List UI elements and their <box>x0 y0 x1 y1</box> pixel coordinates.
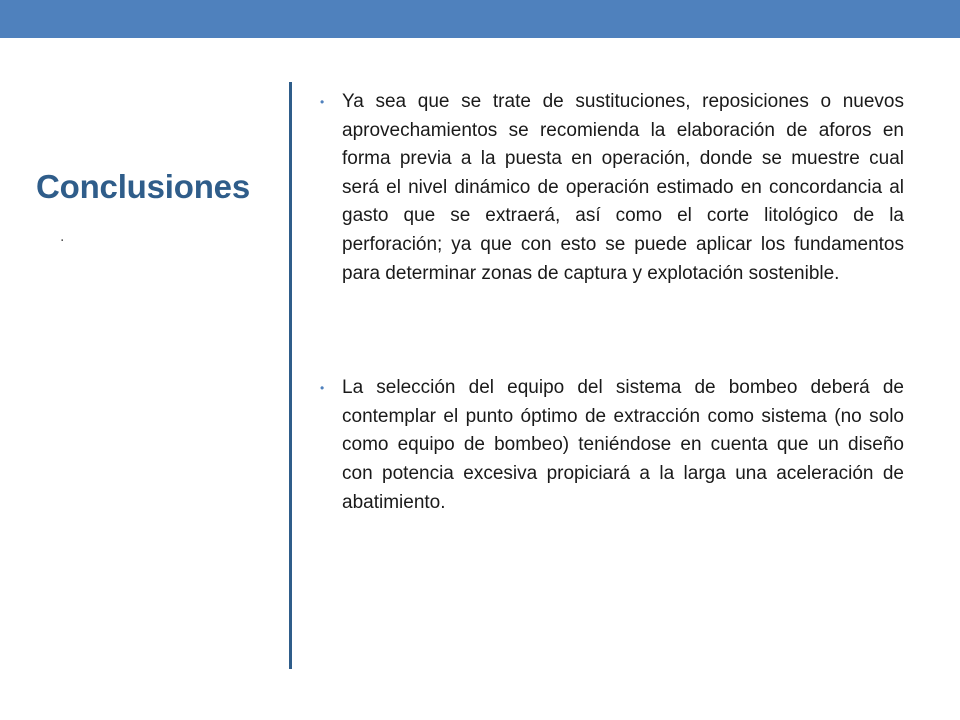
list-item <box>320 374 904 517</box>
subtitle-text: . <box>60 228 65 245</box>
header-band <box>0 0 960 38</box>
bullet-text: Ya sea que se trate de sustituciones, reposiciones o nuevos aprovechamientos se recomienda la elaboración de aforos en forma previa a la puesta en operación, donde se muestre cual será el nivel dinámico de operación estimado en concordancia al gasto que se extraerá, así como el corte litológico de la perforación; ya que con esto se puede aplicar los fundamentos para determinar zonas de captura y explotación sostenible. <box>342 91 904 284</box>
bullet-icon: • <box>320 381 325 396</box>
bullet-icon: • <box>320 95 325 109</box>
vertical-divider <box>289 82 292 669</box>
list-item <box>320 88 904 288</box>
conclusion-list <box>320 88 904 517</box>
slide-title: Conclusiones <box>36 168 250 205</box>
bullet-text: La selección del equipo del sistema de bombeo deberá de contemplar el punto óptimo de extracción como sistema (no solo como equipo de bombeo) teniéndose en cuenta que un diseño con potencia excesiva propiciará a la larga una aceleración de abatimiento. <box>342 377 904 513</box>
